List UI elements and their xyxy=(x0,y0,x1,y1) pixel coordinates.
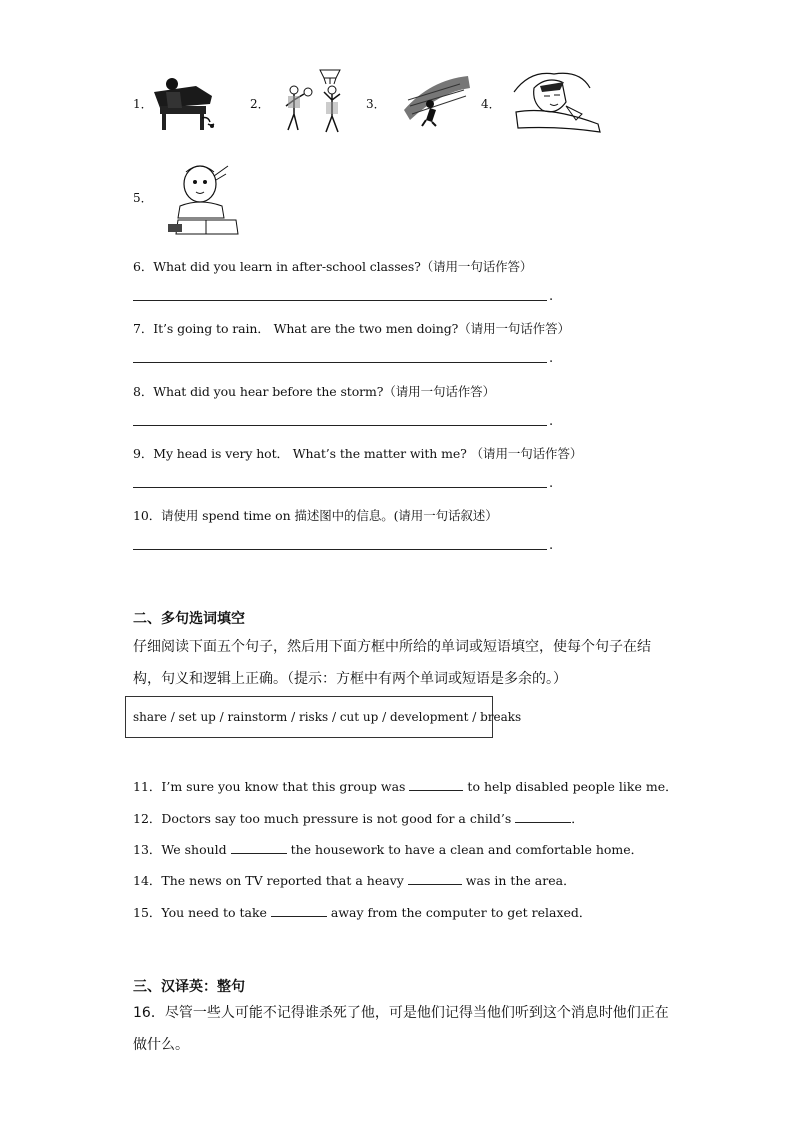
answer-line-10[interactable] xyxy=(133,549,547,550)
picture-label-1: 1． xyxy=(133,97,153,111)
sentence-14-before: 14．The news on TV reported that a heavy xyxy=(133,873,408,888)
blank-14[interactable] xyxy=(408,873,462,885)
answer-line-7[interactable] xyxy=(133,362,547,363)
question-10: 10．请使用 spend time on 描述图中的信息。(请用一句话叙述） xyxy=(133,508,498,523)
sentence-12-before: 12．Doctors say too much pressure is not good for a child’s xyxy=(133,811,516,826)
section-3-heading: 三、汉译英：整句 xyxy=(133,979,245,995)
sentence-13 xyxy=(133,840,643,858)
answer-end-7: . xyxy=(549,351,554,366)
answer-end-10: . xyxy=(549,538,554,553)
blank-11[interactable] xyxy=(409,779,463,791)
basketball-players-icon xyxy=(280,66,350,138)
blank-12[interactable] xyxy=(515,811,571,823)
answer-line-8[interactable] xyxy=(133,425,547,426)
sentence-15 xyxy=(133,903,591,921)
question-16: 16．尽管一些人可能不记得谁杀死了他，可是他们记得当他们听到这个消息时他们正在做什么。 xyxy=(133,1005,669,1053)
sentence-12 xyxy=(133,809,584,827)
answer-end-6: . xyxy=(549,289,554,304)
sentence-14 xyxy=(133,871,576,889)
picture-label-5: 5． xyxy=(133,191,153,205)
question-8: 8．What did you hear before the storm?（请用一句话作答） xyxy=(133,384,495,399)
sentence-11-before: 11．I’m sure you know that this group was xyxy=(133,779,410,794)
storm-icon xyxy=(400,70,472,130)
word-box xyxy=(125,696,522,738)
sentence-15-before: 15．You need to take xyxy=(133,905,271,920)
section-2-heading: 二、多句选词填空 xyxy=(133,611,245,627)
piano-player-icon xyxy=(150,74,218,132)
picture-label-4: 4． xyxy=(481,97,501,111)
sentence-12-after: ． xyxy=(571,811,584,826)
word-box-text: share / set up / rainstorm / risks / cut up / development / breaks xyxy=(133,710,522,724)
answer-end-8: . xyxy=(549,414,554,429)
question-6: 6．What did you learn in after-school classes?（请用一句话作答） xyxy=(133,259,533,274)
answer-line-6[interactable] xyxy=(133,300,547,301)
sentence-11 xyxy=(133,777,678,795)
question-9: 9．My head is very hot． What’s the matter with me? （请用一句话作答） xyxy=(133,446,583,461)
answer-end-9: . xyxy=(549,476,554,491)
sentence-15-after: away from the computer to get relaxed． xyxy=(326,905,592,920)
blank-13[interactable] xyxy=(231,842,287,854)
sentence-13-before: 13．We should xyxy=(133,842,231,857)
answer-line-9[interactable] xyxy=(133,487,547,488)
question-7: 7．It’s going to rain． What are the two men doing?（请用一句话作答） xyxy=(133,321,570,336)
picture-label-2: 2． xyxy=(250,97,270,111)
sentence-14-after: was in the area． xyxy=(461,873,576,888)
section-2-instructions: 仔细阅读下面五个句子，然后用下面方框中所给的单词或短语填空，使每个句子在结构，句义和逻辑上正确。（提示：方框中有两个单词或短语是多余的。） xyxy=(133,639,651,687)
thinking-student-icon xyxy=(166,158,242,240)
blank-15[interactable] xyxy=(271,905,327,917)
sentence-11-after: to help disabled people like me． xyxy=(463,779,678,794)
picture-label-3: 3． xyxy=(366,97,386,111)
sentence-13-after: the housework to have a clean and comfortable home． xyxy=(286,842,644,857)
sick-in-bed-icon xyxy=(510,66,606,136)
